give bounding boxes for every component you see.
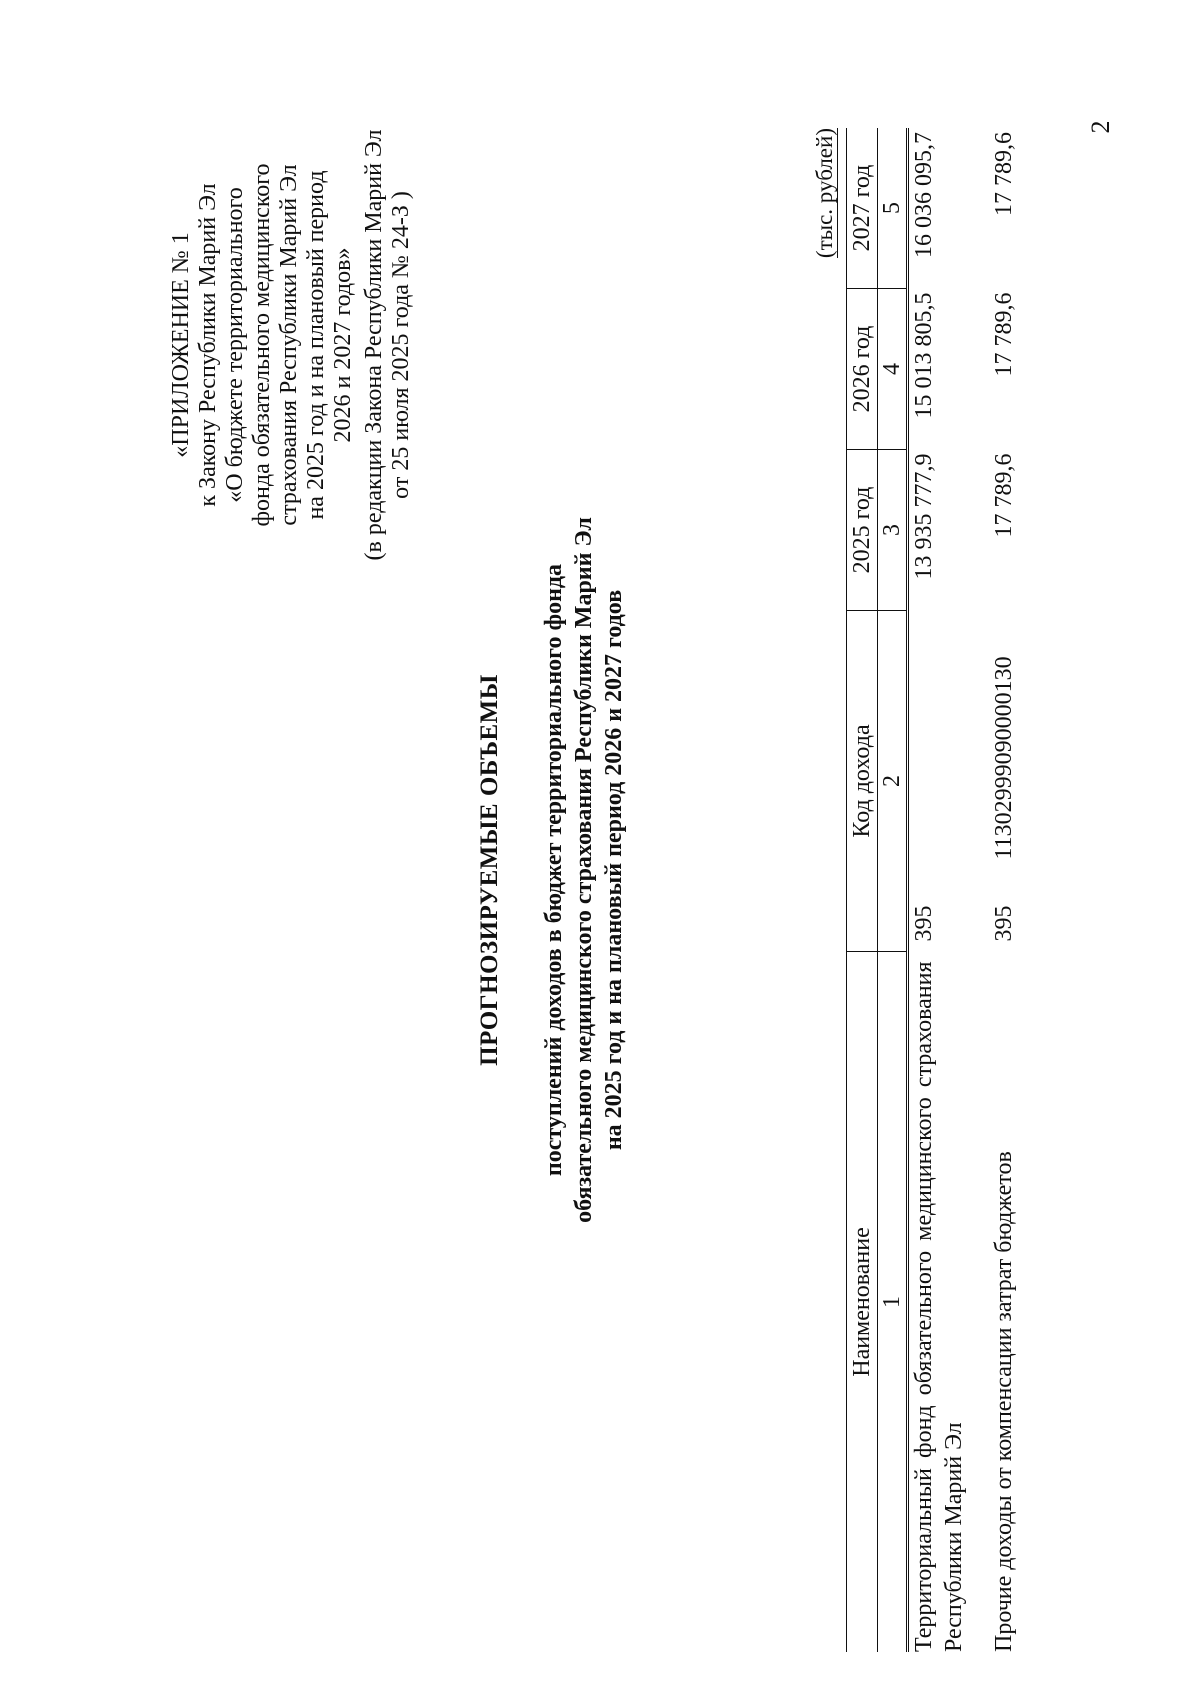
admin-code: 395 xyxy=(991,905,1017,942)
value-2026: 17 789,6 xyxy=(991,292,1017,377)
appendix-line: на 2025 год и на плановый период xyxy=(303,170,329,520)
revenue-table xyxy=(846,128,1019,1652)
value-2025: 17 789,6 xyxy=(991,453,1017,538)
header-2026: 2026 год xyxy=(847,289,878,450)
subtitle-line3: на 2025 год и на плановый период 2026 и 2027 годов xyxy=(601,589,627,1151)
value-2027: 16 036 095,7 xyxy=(911,132,937,258)
appendix-line: к Закону Республики Марий Эл xyxy=(195,183,221,507)
column-number: 3 xyxy=(878,450,908,611)
column-number: 2 xyxy=(878,611,908,952)
column-numbers-row xyxy=(878,128,908,1652)
appendix-line: фонда обязательного медицинского xyxy=(249,163,275,527)
column-number: 5 xyxy=(878,128,908,289)
header-2027: 2027 год xyxy=(847,128,878,289)
value-2027: 17 789,6 xyxy=(991,132,1017,216)
row-code xyxy=(908,611,970,952)
value-2026: 15 013 805,5 xyxy=(911,292,937,419)
header-2025: 2025 год xyxy=(847,450,878,611)
column-number: 1 xyxy=(878,952,908,1653)
table-row xyxy=(908,128,970,1652)
appendix-line: 2026 и 2027 годов» xyxy=(330,247,356,443)
header-name: Наименование xyxy=(847,952,878,1653)
appendix-line: «ПРИЛОЖЕНИЕ № 1 xyxy=(168,232,194,458)
main-title: ПРОГНОЗИРУЕМЫЕ ОБЪЕМЫ xyxy=(476,674,503,1066)
subtitle-line2: обязательного медицинского страхования Республики Марий Эл xyxy=(571,517,597,1223)
units-label: (тыс. рублей) xyxy=(812,128,837,259)
row-name: Территориальный фонд обязательного медицинского страхования Республики Марий Эл xyxy=(911,961,967,1652)
edition-note-line1: (в редакции Закона Республики Марий Эл xyxy=(361,129,387,561)
rotated-document-sheet xyxy=(110,80,1150,1660)
table-row xyxy=(989,128,1019,1652)
row-spacer xyxy=(969,128,989,1652)
appendix-line: «О бюджете территориального xyxy=(222,187,248,503)
document-title xyxy=(475,460,629,1280)
appendix-line: страхования Республики Марий Эл xyxy=(276,164,302,526)
row-name: Прочие доходы от компенсации затрат бюджетов xyxy=(991,1151,1017,1652)
row-code xyxy=(989,611,1019,952)
table-header-row xyxy=(847,128,878,1652)
subtitle-line1: поступлений доходов в бюджет территориального фонда xyxy=(541,563,567,1177)
header-code: Код дохода xyxy=(847,611,878,952)
page-number: 2 xyxy=(1086,120,1115,134)
value-2025: 13 935 777,9 xyxy=(911,453,937,580)
revenue-code: 11302999090000130 xyxy=(991,656,1017,860)
edition-note-line2: от 25 июля 2025 года № 24-З ) xyxy=(388,191,414,499)
appendix-heading xyxy=(168,125,415,565)
admin-code: 395 xyxy=(911,905,937,942)
column-number: 4 xyxy=(878,289,908,450)
